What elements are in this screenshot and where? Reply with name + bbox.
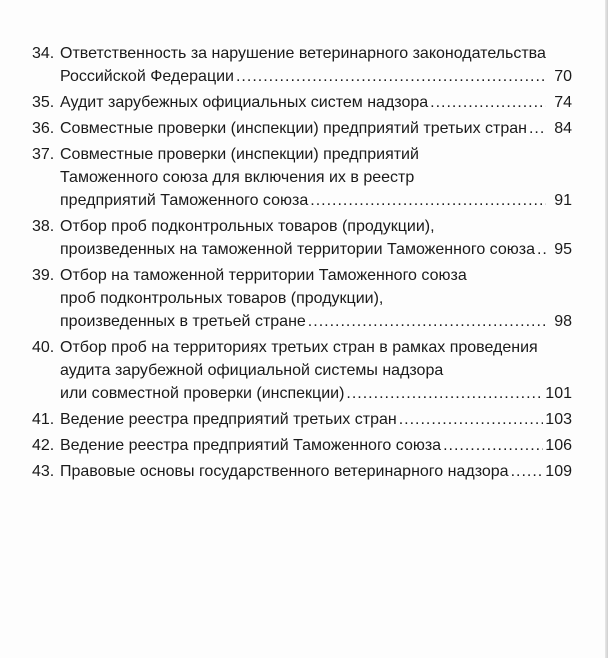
dot-leader [537, 238, 546, 261]
toc-entry-number: 37. [32, 146, 55, 163]
dot-leader [310, 189, 546, 212]
toc-entry-page-number: 70 [554, 68, 572, 85]
toc-entry-title-line: Российской Федерации [60, 68, 234, 85]
toc-entry-page-number: 109 [545, 463, 572, 480]
toc-entry-number: 34. [32, 45, 55, 62]
toc-entry [32, 408, 572, 431]
toc-entry-page-number: 91 [554, 192, 572, 209]
toc-entry-body [60, 336, 572, 405]
toc-entry-final-line [60, 189, 572, 212]
toc-entry [32, 434, 572, 457]
toc-entry-page-number: 106 [545, 437, 572, 454]
toc-entry-body [60, 42, 572, 88]
dot-leader [529, 117, 546, 140]
toc-entry-final-line [60, 65, 572, 88]
toc-entry [32, 143, 572, 212]
toc-entry-final-line [60, 460, 572, 483]
toc-entry-final-line [60, 382, 572, 405]
table-of-contents [32, 42, 572, 486]
toc-entry [32, 460, 572, 483]
toc-entry-title-line: произведенных на таможенной территории Таможенного союза [60, 241, 535, 258]
toc-entry-number: 42. [32, 437, 55, 454]
toc-entry-title-line: Совместные проверки (инспекции) предприятий третьих стран [60, 120, 527, 137]
toc-entry [32, 336, 572, 405]
toc-entry [32, 215, 572, 261]
toc-entry-page-number: 101 [545, 385, 572, 402]
toc-entry-title-line: Отбор на таможенной территории Таможенного союза [60, 267, 467, 284]
toc-entry [32, 42, 572, 88]
dot-leader [399, 408, 544, 431]
toc-entry-body [60, 408, 572, 431]
toc-entry-body [60, 91, 572, 114]
toc-entry-page-number: 84 [554, 120, 572, 137]
toc-entry [32, 117, 572, 140]
toc-entry-title-line: предприятий Таможенного союза [60, 192, 309, 209]
toc-entry-title-line: Ведение реестра предприятий Таможенного союза [60, 437, 442, 454]
toc-entry-title-line: Ответственность за нарушение ветеринарного законодательства [60, 45, 546, 62]
toc-entry-page-number: 103 [545, 411, 572, 428]
toc-entry-body [60, 215, 572, 261]
toc-entry-final-line [60, 238, 572, 261]
dot-leader [346, 382, 543, 405]
toc-entry-title-line: Таможенного союза для включения их в реестр [60, 169, 415, 186]
toc-entry [32, 264, 572, 333]
toc-entry-final-line [60, 310, 572, 333]
toc-entry-body [60, 117, 572, 140]
toc-entry-title-line: Правовые основы государственного ветеринарного надзора [60, 463, 509, 480]
dot-leader [236, 65, 546, 88]
toc-entry-final-line [60, 91, 572, 114]
toc-entry-final-line [60, 434, 572, 457]
toc-entry-body [60, 143, 572, 212]
toc-entry-title-line: проб подконтрольных товаров (продукции), [60, 290, 384, 307]
toc-entry-number: 35. [32, 94, 55, 111]
toc-entry-number: 36. [32, 120, 55, 137]
toc-entry-number: 40. [32, 339, 55, 356]
toc-entry [32, 91, 572, 114]
toc-entry-final-line [60, 408, 572, 431]
dot-leader [430, 91, 546, 114]
toc-entry-title-line: аудита зарубежной официальной системы надзора [60, 362, 444, 379]
toc-entry-page-number: 74 [554, 94, 572, 111]
toc-entry-title-line: Отбор проб подконтрольных товаров (продукции), [60, 218, 435, 235]
toc-entry-number: 41. [32, 411, 55, 428]
toc-entry-final-line [60, 117, 572, 140]
toc-entry-title-line: Совместные проверки (инспекции) предприятий [60, 146, 419, 163]
toc-entry-body [60, 460, 572, 483]
toc-entry-body [60, 264, 572, 333]
toc-entry-title-line: Ведение реестра предприятий третьих стран [60, 411, 397, 428]
dot-leader [443, 434, 543, 457]
toc-entry-number: 43. [32, 463, 55, 480]
toc-entry-title-line: Отбор проб на территориях третьих стран в рамках проведения [60, 339, 538, 356]
toc-entry-page-number: 95 [554, 241, 572, 258]
toc-entry-page-number: 98 [554, 313, 572, 330]
dot-leader [511, 460, 544, 483]
dot-leader [308, 310, 546, 333]
toc-entry-body [60, 434, 572, 457]
toc-entry-title-line: Аудит зарубежных официальных систем надзора [60, 94, 429, 111]
toc-entry-number: 38. [32, 218, 55, 235]
toc-entry-title-line: или совместной проверки (инспекции) [60, 385, 345, 402]
toc-entry-title-line: произведенных в третьей стране [60, 313, 306, 330]
toc-entry-number: 39. [32, 267, 55, 284]
